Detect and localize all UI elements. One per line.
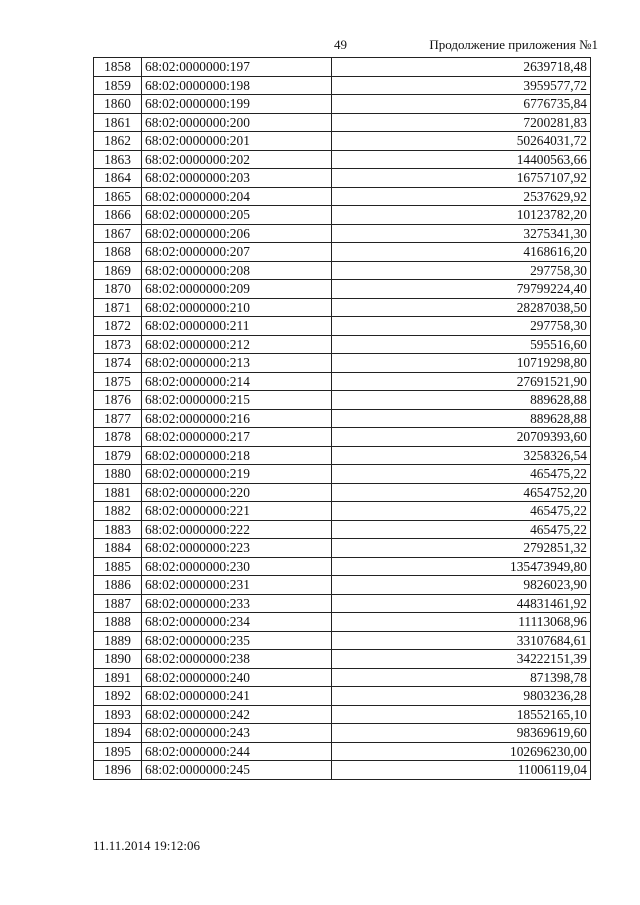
row-number: 1863 (94, 150, 142, 169)
table-row (94, 206, 591, 225)
cadastral-value: 11006119,04 (332, 761, 591, 780)
cadastral-value: 16757107,92 (332, 169, 591, 188)
row-number: 1878 (94, 428, 142, 447)
cadastral-value: 33107684,61 (332, 631, 591, 650)
cadastral-value: 9803236,28 (332, 687, 591, 706)
table-row (94, 687, 591, 706)
cadastral-value: 20709393,60 (332, 428, 591, 447)
table-row (94, 298, 591, 317)
table-row (94, 58, 591, 77)
row-number: 1865 (94, 187, 142, 206)
table-row (94, 539, 591, 558)
row-number: 1896 (94, 761, 142, 780)
table-row (94, 576, 591, 595)
row-number: 1867 (94, 224, 142, 243)
table-row (94, 317, 591, 336)
row-number: 1885 (94, 557, 142, 576)
cadastral-number: 68:02:0000000:215 (142, 391, 332, 410)
cadastral-number: 68:02:0000000:242 (142, 705, 332, 724)
cadastral-value: 44831461,92 (332, 594, 591, 613)
cadastral-value: 102696230,00 (332, 742, 591, 761)
table-row (94, 391, 591, 410)
table-row (94, 428, 591, 447)
table-row (94, 631, 591, 650)
registry-table-body (94, 58, 591, 780)
cadastral-number: 68:02:0000000:210 (142, 298, 332, 317)
cadastral-value: 34222151,39 (332, 650, 591, 669)
table-row (94, 113, 591, 132)
cadastral-value: 889628,88 (332, 409, 591, 428)
cadastral-number: 68:02:0000000:216 (142, 409, 332, 428)
cadastral-value: 135473949,80 (332, 557, 591, 576)
table-row (94, 594, 591, 613)
row-number: 1879 (94, 446, 142, 465)
cadastral-number: 68:02:0000000:202 (142, 150, 332, 169)
row-number: 1862 (94, 132, 142, 151)
cadastral-number: 68:02:0000000:214 (142, 372, 332, 391)
table-row (94, 742, 591, 761)
row-number: 1874 (94, 354, 142, 373)
row-number: 1876 (94, 391, 142, 410)
table-row (94, 243, 591, 262)
table-row (94, 705, 591, 724)
row-number: 1888 (94, 613, 142, 632)
cadastral-value: 7200281,83 (332, 113, 591, 132)
row-number: 1870 (94, 280, 142, 299)
table-row (94, 150, 591, 169)
row-number: 1886 (94, 576, 142, 595)
cadastral-value: 2639718,48 (332, 58, 591, 77)
cadastral-number: 68:02:0000000:220 (142, 483, 332, 502)
row-number: 1891 (94, 668, 142, 687)
row-number: 1873 (94, 335, 142, 354)
table-row (94, 761, 591, 780)
cadastral-number: 68:02:0000000:197 (142, 58, 332, 77)
row-number: 1882 (94, 502, 142, 521)
table-row (94, 668, 591, 687)
cadastral-number: 68:02:0000000:212 (142, 335, 332, 354)
table-row (94, 354, 591, 373)
cadastral-number: 68:02:0000000:207 (142, 243, 332, 262)
row-number: 1889 (94, 631, 142, 650)
table-row (94, 224, 591, 243)
table-row (94, 465, 591, 484)
row-number: 1877 (94, 409, 142, 428)
row-number: 1864 (94, 169, 142, 188)
cadastral-value: 10123782,20 (332, 206, 591, 225)
row-number: 1887 (94, 594, 142, 613)
table-row (94, 169, 591, 188)
cadastral-number: 68:02:0000000:221 (142, 502, 332, 521)
row-number: 1866 (94, 206, 142, 225)
cadastral-value: 2537629,92 (332, 187, 591, 206)
cadastral-value: 465475,22 (332, 520, 591, 539)
cadastral-value: 28287038,50 (332, 298, 591, 317)
page-number: 49 (334, 37, 347, 52)
cadastral-number: 68:02:0000000:230 (142, 557, 332, 576)
cadastral-value: 11113068,96 (332, 613, 591, 632)
cadastral-number: 68:02:0000000:244 (142, 742, 332, 761)
cadastral-number: 68:02:0000000:206 (142, 224, 332, 243)
table-row (94, 372, 591, 391)
cadastral-value: 2792851,32 (332, 539, 591, 558)
table-row (94, 650, 591, 669)
table-row (94, 724, 591, 743)
table-row (94, 187, 591, 206)
row-number: 1861 (94, 113, 142, 132)
row-number: 1860 (94, 95, 142, 114)
row-number: 1890 (94, 650, 142, 669)
row-number: 1884 (94, 539, 142, 558)
row-number: 1881 (94, 483, 142, 502)
cadastral-value: 465475,22 (332, 502, 591, 521)
row-number: 1892 (94, 687, 142, 706)
cadastral-value: 871398,78 (332, 668, 591, 687)
cadastral-number: 68:02:0000000:219 (142, 465, 332, 484)
cadastral-number: 68:02:0000000:217 (142, 428, 332, 447)
cadastral-value: 3258326,54 (332, 446, 591, 465)
table-row (94, 502, 591, 521)
cadastral-number: 68:02:0000000:234 (142, 613, 332, 632)
continuation-header: Продолжение приложения №1 (429, 37, 598, 52)
cadastral-number: 68:02:0000000:240 (142, 668, 332, 687)
cadastral-value: 18552165,10 (332, 705, 591, 724)
cadastral-value: 98369619,60 (332, 724, 591, 743)
cadastral-value: 79799224,40 (332, 280, 591, 299)
row-number: 1872 (94, 317, 142, 336)
cadastral-value: 595516,60 (332, 335, 591, 354)
cadastral-number: 68:02:0000000:199 (142, 95, 332, 114)
cadastral-value: 4168616,20 (332, 243, 591, 262)
table-row (94, 520, 591, 539)
cadastral-number: 68:02:0000000:213 (142, 354, 332, 373)
table-row (94, 95, 591, 114)
row-number: 1895 (94, 742, 142, 761)
cadastral-number: 68:02:0000000:238 (142, 650, 332, 669)
row-number: 1894 (94, 724, 142, 743)
cadastral-value: 465475,22 (332, 465, 591, 484)
cadastral-number: 68:02:0000000:223 (142, 539, 332, 558)
cadastral-number: 68:02:0000000:204 (142, 187, 332, 206)
cadastral-value: 4654752,20 (332, 483, 591, 502)
cadastral-value: 3275341,30 (332, 224, 591, 243)
row-number: 1859 (94, 76, 142, 95)
row-number: 1875 (94, 372, 142, 391)
cadastral-number: 68:02:0000000:208 (142, 261, 332, 280)
table-row (94, 76, 591, 95)
row-number: 1871 (94, 298, 142, 317)
cadastral-value: 50264031,72 (332, 132, 591, 151)
cadastral-number: 68:02:0000000:205 (142, 206, 332, 225)
row-number: 1869 (94, 261, 142, 280)
row-number: 1880 (94, 465, 142, 484)
cadastral-number: 68:02:0000000:231 (142, 576, 332, 595)
cadastral-number: 68:02:0000000:235 (142, 631, 332, 650)
cadastral-number: 68:02:0000000:201 (142, 132, 332, 151)
table-row (94, 335, 591, 354)
row-number: 1883 (94, 520, 142, 539)
table-row (94, 409, 591, 428)
cadastral-number: 68:02:0000000:241 (142, 687, 332, 706)
cadastral-number: 68:02:0000000:218 (142, 446, 332, 465)
cadastral-number: 68:02:0000000:211 (142, 317, 332, 336)
cadastral-number: 68:02:0000000:233 (142, 594, 332, 613)
cadastral-value: 889628,88 (332, 391, 591, 410)
table-row (94, 280, 591, 299)
registry-table (93, 57, 591, 780)
cadastral-number: 68:02:0000000:203 (142, 169, 332, 188)
cadastral-value: 6776735,84 (332, 95, 591, 114)
table-row (94, 483, 591, 502)
row-number: 1868 (94, 243, 142, 262)
cadastral-value: 3959577,72 (332, 76, 591, 95)
table-row (94, 613, 591, 632)
row-number: 1893 (94, 705, 142, 724)
cadastral-number: 68:02:0000000:200 (142, 113, 332, 132)
cadastral-number: 68:02:0000000:209 (142, 280, 332, 299)
row-number: 1858 (94, 58, 142, 77)
table-row (94, 446, 591, 465)
cadastral-value: 27691521,90 (332, 372, 591, 391)
cadastral-value: 297758,30 (332, 261, 591, 280)
cadastral-number: 68:02:0000000:198 (142, 76, 332, 95)
cadastral-value: 9826023,90 (332, 576, 591, 595)
cadastral-number: 68:02:0000000:222 (142, 520, 332, 539)
table-row (94, 557, 591, 576)
cadastral-value: 10719298,80 (332, 354, 591, 373)
table-row (94, 132, 591, 151)
table-row (94, 261, 591, 280)
cadastral-value: 297758,30 (332, 317, 591, 336)
cadastral-number: 68:02:0000000:243 (142, 724, 332, 743)
cadastral-number: 68:02:0000000:245 (142, 761, 332, 780)
footer-timestamp: 11.11.2014 19:12:06 (93, 838, 201, 853)
cadastral-value: 14400563,66 (332, 150, 591, 169)
